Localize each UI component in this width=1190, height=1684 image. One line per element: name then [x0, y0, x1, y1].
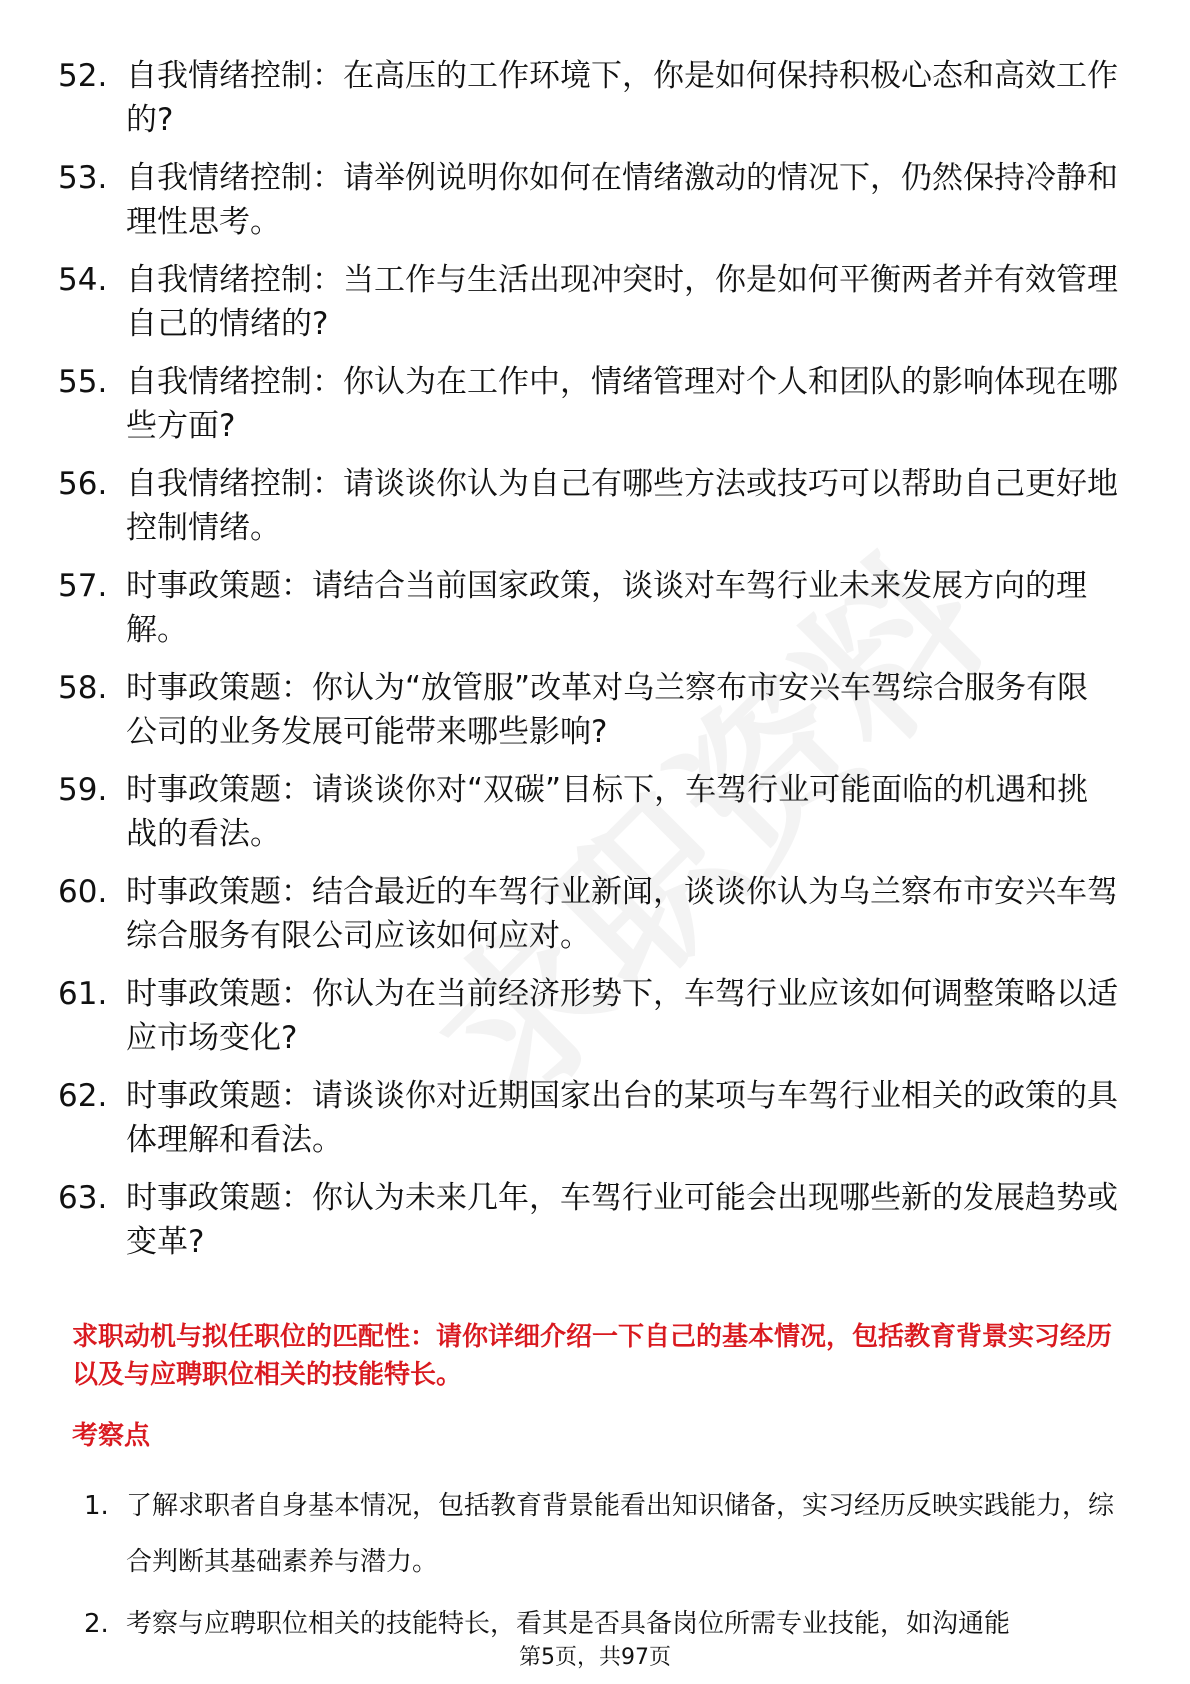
highlighted-question: 求职动机与拟任职位的匹配性：请你详细介绍一下自己的基本情况，包括教育背景实习经历以及与应聘职位相关的技能特长。	[72, 1322, 1113, 1390]
point-item	[84, 1478, 1124, 1590]
page-footer: 第5页，共97页	[519, 1645, 671, 1670]
question-item	[58, 870, 1118, 958]
question-item	[58, 156, 1118, 244]
question-text: 自我情绪控制：当工作与生活出现冲突时，你是如何平衡两者并有效管理自己的情绪的?	[126, 262, 1118, 342]
question-text: 时事政策题：你认为“放管服”改革对乌兰察布市安兴车驾综合服务有限公司的业务发展可能带来哪些影响?	[126, 670, 1089, 750]
point-number: 2.	[84, 1609, 109, 1639]
question-number: 57.	[58, 568, 108, 604]
question-number: 52.	[58, 58, 108, 94]
question-text: 时事政策题：你认为未来几年，车驾行业可能会出现哪些新的发展趋势或变革?	[126, 1180, 1118, 1260]
point-number: 1.	[84, 1491, 109, 1521]
question-number: 53.	[58, 160, 108, 196]
question-text: 自我情绪控制：你认为在工作中，情绪管理对个人和团队的影响体现在哪些方面?	[126, 364, 1118, 444]
question-item	[58, 564, 1118, 652]
question-number: 61.	[58, 976, 108, 1012]
question-text: 时事政策题：你认为在当前经济形势下，车驾行业应该如何调整策略以适应市场变化?	[126, 976, 1118, 1056]
question-item	[58, 768, 1118, 856]
question-list	[58, 54, 1118, 1278]
question-item	[58, 972, 1118, 1060]
section-label: 考察点	[72, 1421, 151, 1451]
point-text: 考察与应聘职位相关的技能特长，看其是否具备岗位所需专业技能，如沟通能	[126, 1609, 1011, 1639]
question-item	[58, 1176, 1118, 1264]
question-text: 自我情绪控制：请举例说明你如何在情绪激动的情况下，仍然保持冷静和理性思考。	[126, 160, 1118, 240]
question-item	[58, 666, 1118, 754]
question-number: 58.	[58, 670, 108, 706]
question-text: 时事政策题：请谈谈你对近期国家出台的某项与车驾行业相关的政策的具体理解和看法。	[126, 1078, 1118, 1158]
question-item	[58, 1074, 1118, 1162]
question-number: 60.	[58, 874, 108, 910]
question-number: 54.	[58, 262, 108, 298]
question-item	[58, 360, 1118, 448]
question-text: 时事政策题：结合最近的车驾行业新闻，谈谈你认为乌兰察布市安兴车驾综合服务有限公司应该如何应对。	[126, 874, 1118, 954]
question-item	[58, 258, 1118, 346]
question-text: 自我情绪控制：请谈谈你认为自己有哪些方法或技巧可以帮助自己更好地控制情绪。	[126, 466, 1118, 546]
question-number: 55.	[58, 364, 108, 400]
question-item	[58, 462, 1118, 550]
question-text: 自我情绪控制：在高压的工作环境下，你是如何保持积极心态和高效工作的?	[126, 58, 1118, 138]
question-number: 59.	[58, 772, 108, 808]
point-text: 了解求职者自身基本情况，包括教育背景能看出知识储备，实习经历反映实践能力，综合判断其基础素养与潜力。	[126, 1491, 1115, 1577]
question-item	[58, 54, 1118, 142]
question-number: 63.	[58, 1180, 108, 1216]
question-number: 56.	[58, 466, 108, 502]
question-text: 时事政策题：请结合当前国家政策，谈谈对车驾行业未来发展方向的理解。	[126, 568, 1087, 648]
question-text: 时事政策题：请谈谈你对“双碳”目标下，车驾行业可能面临的机遇和挑战的看法。	[126, 772, 1089, 852]
point-list	[84, 1478, 1124, 1658]
question-number: 62.	[58, 1078, 108, 1114]
